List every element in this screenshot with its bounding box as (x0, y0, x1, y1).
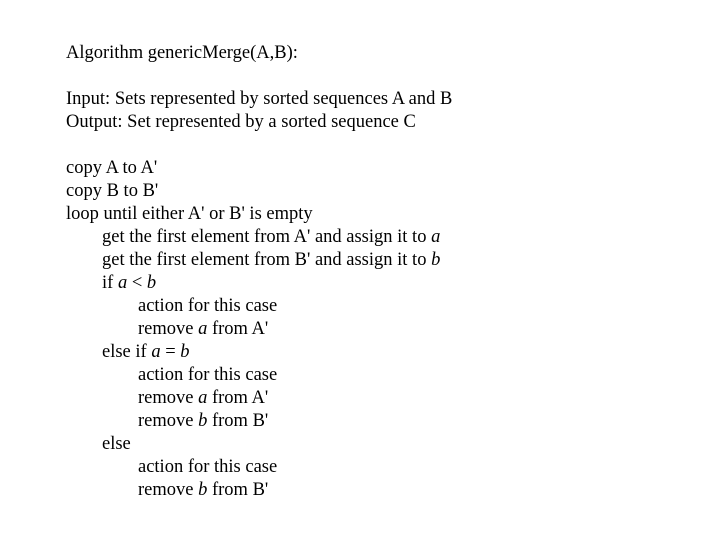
code-line-get-a (66, 226, 706, 249)
input-spec: Input: Sets represented by sorted sequences A and B (66, 89, 453, 109)
code-line-remove-b (66, 479, 706, 502)
code-text: remove (138, 480, 199, 500)
algorithm-title: Algorithm genericMerge(A,B): (66, 43, 298, 63)
variable-a: a (431, 227, 441, 247)
variable-b: b (180, 342, 190, 362)
code-line-remove-a (66, 318, 706, 341)
code-text: get the first element from B' and assign it to (102, 250, 432, 270)
keyword-else-if: else if (102, 342, 152, 362)
code-line-else-if-equal (66, 341, 706, 364)
operator-less-than: < (127, 273, 147, 293)
variable-a: a (198, 319, 208, 339)
variable-b: b (198, 411, 208, 431)
output-spec: Output: Set represented by a sorted sequence C (66, 112, 416, 132)
variable-a: a (151, 342, 161, 362)
spacer (66, 134, 706, 157)
code-text: from B' (207, 411, 269, 431)
variable-b: b (198, 480, 208, 500)
code-text: remove (138, 411, 199, 431)
variable-a: a (117, 273, 128, 293)
code-text: remove (138, 319, 199, 339)
code-line-get-b (66, 249, 706, 272)
code-text: from B' (207, 480, 269, 500)
operator-equals: = (160, 342, 181, 362)
code-line-remove-a (66, 387, 706, 410)
code-line-remove-b (66, 410, 706, 433)
code-line-loop: loop until either A' or B' is empty (66, 204, 313, 224)
algorithm-document (66, 42, 706, 502)
code-line-action: action for this case (138, 365, 278, 385)
code-text: get the first element from A' and assign it to (102, 227, 432, 247)
variable-a: a (198, 388, 208, 408)
keyword-if: if (102, 273, 118, 293)
variable-b: b (146, 273, 157, 293)
variable-b: b (431, 250, 441, 270)
code-line-if-less (66, 272, 706, 295)
code-line-copy-a: copy A to A' (66, 158, 158, 178)
spacer (66, 65, 706, 88)
code-text: remove (138, 388, 199, 408)
code-text: from A' (207, 319, 269, 339)
code-line-action: action for this case (138, 457, 278, 477)
code-text: from A' (207, 388, 269, 408)
code-line-action: action for this case (138, 296, 278, 316)
code-line-else: else (102, 434, 131, 454)
code-line-copy-b: copy B to B' (66, 181, 159, 201)
